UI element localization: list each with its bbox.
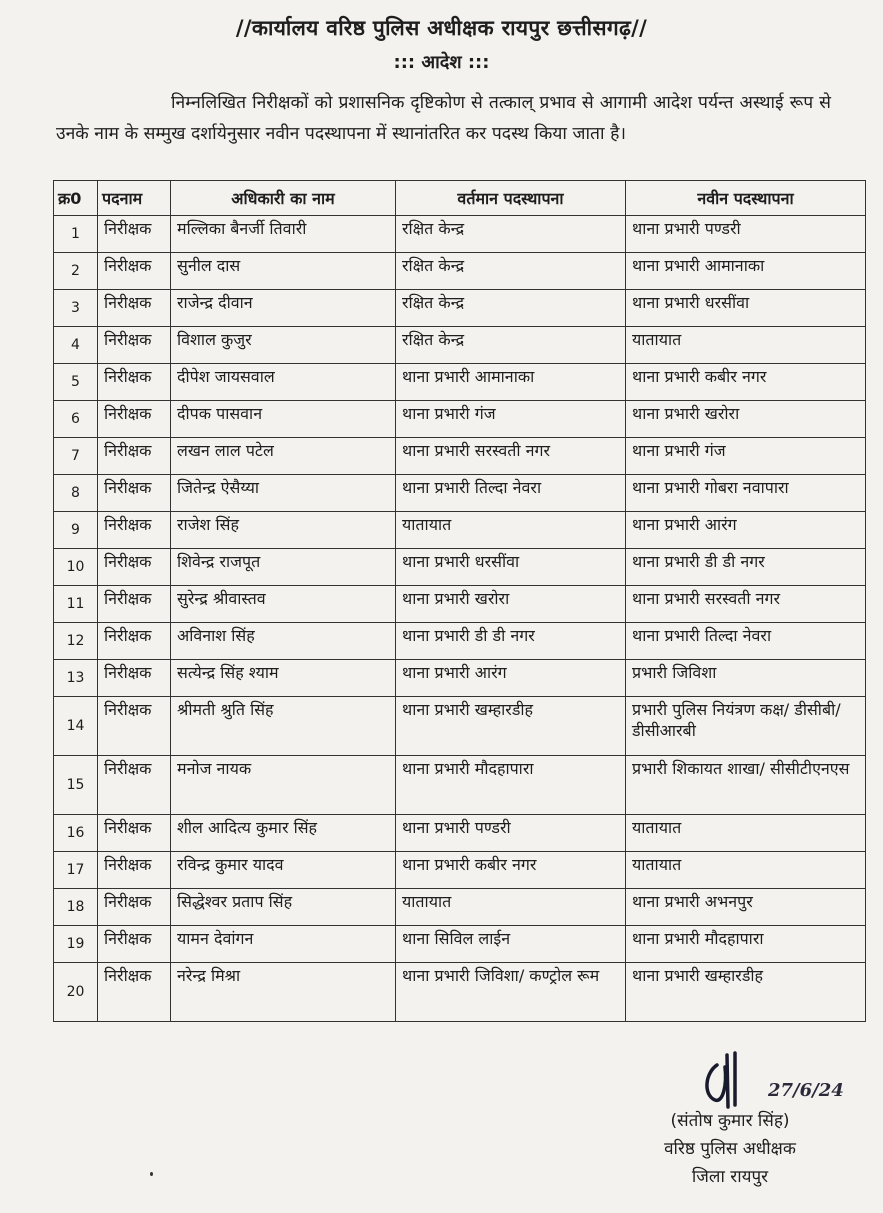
new-posting-cell: थाना प्रभारी खम्हारडीह <box>626 963 866 1022</box>
serial-cell: 10 <box>54 549 98 586</box>
new-posting-cell: थाना प्रभारी पण्डरी <box>626 216 866 253</box>
table-row <box>54 216 866 253</box>
officer-name-cell: सिद्धेश्वर प्रताप सिंह <box>171 889 396 926</box>
signatory-name: (संतोष कुमार सिंह) <box>670 1111 790 1131</box>
current-posting-cell: रक्षित केन्द्र <box>396 216 626 253</box>
serial-cell: 14 <box>54 697 98 756</box>
transfer-table <box>53 180 866 1022</box>
office-title: //कार्यालय वरिष्ठ पुलिस अधीक्षक रायपुर छत्तीसगढ़// <box>235 16 648 40</box>
new-posting-cell: थाना प्रभारी तिल्दा नेवरा <box>626 623 866 660</box>
current-posting-cell: थाना प्रभारी खरोरा <box>396 586 626 623</box>
post-cell: निरीक्षक <box>98 623 171 660</box>
post-cell: निरीक्षक <box>98 889 171 926</box>
officer-name-cell: दीपक पासवान <box>171 401 396 438</box>
new-posting-cell: थाना प्रभारी धरसींवा <box>626 290 866 327</box>
new-posting-cell: प्रभारी शिकायत शाखा/ सीसीटीएनएस <box>626 756 866 815</box>
current-posting-cell: थाना सिविल लाईन <box>396 926 626 963</box>
header-post: पदनाम <box>98 181 171 216</box>
table-header-row <box>54 181 866 216</box>
serial-cell: 1 <box>54 216 98 253</box>
table-row <box>54 364 866 401</box>
post-cell: निरीक्षक <box>98 438 171 475</box>
officer-name-cell: नरेन्द्र मिश्रा <box>171 963 396 1022</box>
new-posting-cell: प्रभारी पुलिस नियंत्रण कक्ष/ डीसीबी/डीसीआरबी <box>626 697 866 756</box>
current-posting-cell: थाना प्रभारी आरंग <box>396 660 626 697</box>
serial-cell: 18 <box>54 889 98 926</box>
serial-cell: 16 <box>54 815 98 852</box>
current-posting-cell: यातायात <box>396 512 626 549</box>
officer-name-cell: श्रीमती श्रुति सिंह <box>171 697 396 756</box>
new-posting-cell: यातायात <box>626 852 866 889</box>
table-row <box>54 889 866 926</box>
new-posting-cell: थाना प्रभारी अभनपुर <box>626 889 866 926</box>
current-posting-cell: यातायात <box>396 889 626 926</box>
new-posting-cell: थाना प्रभारी सरस्वती नगर <box>626 586 866 623</box>
post-cell: निरीक्षक <box>98 756 171 815</box>
table-row <box>54 697 866 756</box>
serial-cell: 9 <box>54 512 98 549</box>
current-posting-cell: थाना प्रभारी सरस्वती नगर <box>396 438 626 475</box>
serial-cell: 7 <box>54 438 98 475</box>
new-posting-cell: प्रभारी जिविशा <box>626 660 866 697</box>
post-cell: निरीक्षक <box>98 253 171 290</box>
serial-cell: 12 <box>54 623 98 660</box>
post-cell: निरीक्षक <box>98 364 171 401</box>
post-cell: निरीक्षक <box>98 327 171 364</box>
officer-name-cell: राजेश सिंह <box>171 512 396 549</box>
intro-paragraph: निम्नलिखित निरीक्षकों को प्रशासनिक दृष्टिकोण से तत्काल् प्रभाव से आगामी आदेश पर्यन्त अस्थाई रूप से उनके नाम के सम्मुख दर्शायेनुसार नवीन पदस्थापना में स्थानांतरित कर पदस्थ किया जाता है। <box>56 93 831 144</box>
post-cell: निरीक्षक <box>98 512 171 549</box>
officer-name-cell: शील आदित्य कुमार सिंह <box>171 815 396 852</box>
header-new-posting: नवीन पदस्थापना <box>626 181 866 216</box>
current-posting-cell: थाना प्रभारी खम्हारडीह <box>396 697 626 756</box>
header-officer-name: अधिकारी का नाम <box>171 181 396 216</box>
new-posting-cell: यातायात <box>626 815 866 852</box>
post-cell: निरीक्षक <box>98 549 171 586</box>
current-posting-cell: रक्षित केन्द्र <box>396 327 626 364</box>
officer-name-cell: यामन देवांगन <box>171 926 396 963</box>
new-posting-cell: थाना प्रभारी आमानाका <box>626 253 866 290</box>
new-posting-cell: थाना प्रभारी आरंग <box>626 512 866 549</box>
post-cell: निरीक्षक <box>98 815 171 852</box>
officer-name-cell: राजेन्द्र दीवान <box>171 290 396 327</box>
current-posting-cell: थाना प्रभारी डी डी नगर <box>396 623 626 660</box>
table-row <box>54 963 866 1022</box>
serial-cell: 19 <box>54 926 98 963</box>
table-row <box>54 756 866 815</box>
table-row <box>54 926 866 963</box>
new-posting-cell: थाना प्रभारी गोबरा नवापारा <box>626 475 866 512</box>
table-row <box>54 475 866 512</box>
new-posting-cell: थाना प्रभारी मौदहापारा <box>626 926 866 963</box>
table-row <box>54 660 866 697</box>
serial-cell: 6 <box>54 401 98 438</box>
table-row <box>54 512 866 549</box>
table-row <box>54 623 866 660</box>
current-posting-cell: थाना प्रभारी तिल्दा नेवरा <box>396 475 626 512</box>
post-cell: निरीक्षक <box>98 852 171 889</box>
current-posting-cell: थाना प्रभारी कबीर नगर <box>396 852 626 889</box>
signature-date: 27/6/24 <box>768 1080 844 1101</box>
serial-cell: 13 <box>54 660 98 697</box>
current-posting-cell: थाना प्रभारी मौदहापारा <box>396 756 626 815</box>
officer-name-cell: सुनील दास <box>171 253 396 290</box>
officer-name-cell: मल्लिका बैनर्जी तिवारी <box>171 216 396 253</box>
serial-cell: 20 <box>54 963 98 1022</box>
header-current-posting: वर्तमान पदस्थापना <box>396 181 626 216</box>
new-posting-cell: यातायात <box>626 327 866 364</box>
post-cell: निरीक्षक <box>98 216 171 253</box>
new-posting-cell: थाना प्रभारी डी डी नगर <box>626 549 866 586</box>
serial-cell: 3 <box>54 290 98 327</box>
officer-name-cell: शिवेन्द्र राजपूत <box>171 549 396 586</box>
officer-name-cell: जितेन्द्र ऐसैय्या <box>171 475 396 512</box>
table-row <box>54 253 866 290</box>
post-cell: निरीक्षक <box>98 401 171 438</box>
serial-cell: 2 <box>54 253 98 290</box>
table-row <box>54 815 866 852</box>
post-cell: निरीक्षक <box>98 660 171 697</box>
ink-dot <box>150 1172 153 1176</box>
current-posting-cell: रक्षित केन्द्र <box>396 290 626 327</box>
officer-name-cell: सत्येन्द्र सिंह श्याम <box>171 660 396 697</box>
officer-name-cell: दीपेश जायसवाल <box>171 364 396 401</box>
table-row <box>54 401 866 438</box>
order-heading: ::: आदेश ::: <box>393 52 490 73</box>
current-posting-cell: थाना प्रभारी आमानाका <box>396 364 626 401</box>
post-cell: निरीक्षक <box>98 963 171 1022</box>
post-cell: निरीक्षक <box>98 926 171 963</box>
new-posting-cell: थाना प्रभारी खरोरा <box>626 401 866 438</box>
table-body <box>54 216 866 1022</box>
officer-name-cell: लखन लाल पटेल <box>171 438 396 475</box>
officer-name-cell: विशाल कुजुर <box>171 327 396 364</box>
signature-block <box>600 1040 860 1210</box>
table-row <box>54 327 866 364</box>
table-row <box>54 438 866 475</box>
serial-cell: 11 <box>54 586 98 623</box>
table-row <box>54 290 866 327</box>
serial-cell: 17 <box>54 852 98 889</box>
header-serial: क्र0 <box>54 181 98 216</box>
officer-name-cell: मनोज नायक <box>171 756 396 815</box>
post-cell: निरीक्षक <box>98 697 171 756</box>
officer-name-cell: रविन्द्र कुमार यादव <box>171 852 396 889</box>
serial-cell: 8 <box>54 475 98 512</box>
officer-name-cell: अविनाश सिंह <box>171 623 396 660</box>
post-cell: निरीक्षक <box>98 290 171 327</box>
current-posting-cell: थाना प्रभारी जिविशा/ कण्ट्रोल रूम <box>396 963 626 1022</box>
officer-name-cell: सुरेन्द्र श्रीवास्तव <box>171 586 396 623</box>
serial-cell: 15 <box>54 756 98 815</box>
new-posting-cell: थाना प्रभारी कबीर नगर <box>626 364 866 401</box>
post-cell: निरीक्षक <box>98 475 171 512</box>
current-posting-cell: थाना प्रभारी धरसींवा <box>396 549 626 586</box>
table-row <box>54 852 866 889</box>
signatory-district: जिला रायपुर <box>691 1167 769 1187</box>
table-row <box>54 549 866 586</box>
signatory-designation: वरिष्ठ पुलिस अधीक्षक <box>664 1139 796 1159</box>
post-cell: निरीक्षक <box>98 586 171 623</box>
table-row <box>54 586 866 623</box>
current-posting-cell: रक्षित केन्द्र <box>396 253 626 290</box>
current-posting-cell: थाना प्रभारी गंज <box>396 401 626 438</box>
serial-cell: 5 <box>54 364 98 401</box>
current-posting-cell: थाना प्रभारी पण्डरी <box>396 815 626 852</box>
new-posting-cell: थाना प्रभारी गंज <box>626 438 866 475</box>
serial-cell: 4 <box>54 327 98 364</box>
